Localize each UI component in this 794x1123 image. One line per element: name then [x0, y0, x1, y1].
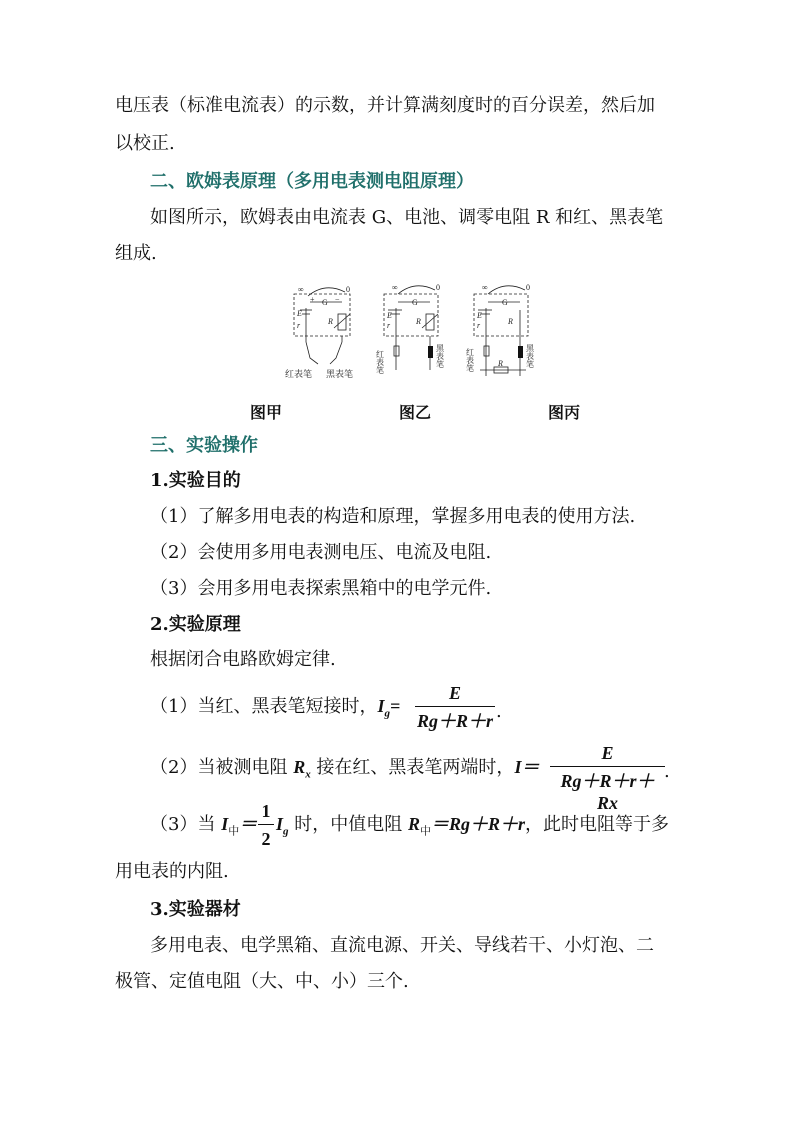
- battery-e-label: E: [297, 309, 302, 318]
- red-probe-label: 红表笔: [465, 348, 475, 372]
- denominator: 2: [261, 829, 271, 849]
- list-item: （1）了解多用电表的构造和原理，掌握多用电表的使用方法.: [150, 506, 636, 527]
- zero-label: 0: [346, 285, 350, 294]
- black-probe-label: 黑表笔: [435, 344, 445, 368]
- resistor-label: R: [508, 317, 513, 326]
- resistor-label: R: [416, 317, 421, 326]
- zero-label: 0: [526, 283, 530, 292]
- formula-line-3: [150, 812, 257, 844]
- period: .: [496, 701, 502, 722]
- numerator: 1: [261, 801, 271, 821]
- formula-mid: 时，中值电阻: [288, 814, 408, 835]
- list-item: （3）会用多用电表探索黑箱中的电学元件.: [150, 578, 492, 599]
- paragraph-line: 用电表的内阻.: [115, 861, 229, 882]
- paragraph-line: 电压表（标准电流表）的示数，并计算满刻度时的百分误差，然后加: [115, 95, 655, 116]
- formula-suffix: ，此时电阻等于多: [525, 814, 670, 835]
- subscript: g: [283, 825, 289, 838]
- subsection-heading: 2.实验原理: [150, 614, 241, 635]
- ohmmeter-circuit-figure: [280, 280, 550, 380]
- period: .: [664, 761, 670, 782]
- battery-e-label: E: [387, 311, 392, 320]
- formula-prefix: （1）当红、黑表笔短接时，: [150, 696, 378, 717]
- subscript: g: [384, 707, 390, 720]
- paragraph-line: 如图所示，欧姆表由电流表 G、电池、调零电阻 R 和红、黑表笔: [150, 207, 664, 228]
- fraction-3: [258, 800, 274, 849]
- black-probe-label: 黑表笔: [525, 344, 535, 368]
- black-probe-tip: [428, 346, 433, 358]
- list-item: （2）会使用多用电表测电压、电流及电阻.: [150, 542, 492, 563]
- section-heading: 二、欧姆表原理（多用电表测电阻原理）: [150, 171, 474, 192]
- infinity-label: ∞: [482, 283, 488, 292]
- resistance-symbol: R: [293, 757, 306, 777]
- current-symbol: I: [377, 696, 385, 716]
- numerator: E: [448, 683, 461, 703]
- current-symbol: I: [221, 814, 229, 834]
- circuit-diagram-a-labels: [285, 285, 353, 379]
- red-probe-label: 红表笔: [375, 350, 385, 374]
- paragraph-line: 根据闭合电路欧姆定律.: [150, 649, 336, 670]
- subsection-heading: 3.实验器材: [150, 899, 241, 920]
- median-resistance-expression: ＝Rg＋R＋r: [430, 814, 526, 834]
- fraction-2: [550, 742, 665, 813]
- plus-label: +: [310, 295, 315, 304]
- infinity-label: ∞: [392, 283, 398, 292]
- zero-label: 0: [436, 283, 440, 292]
- battery-r-label: r: [387, 321, 391, 330]
- figure-caption: 图甲: [250, 403, 283, 422]
- section-heading: 三、实验操作: [150, 435, 258, 456]
- formula-line-3-rest: [276, 812, 669, 844]
- denominator: Rg＋R＋r＋Rx: [560, 771, 655, 813]
- subscript: 中: [419, 824, 431, 838]
- red-probe-label: 红表笔: [285, 369, 313, 379]
- paragraph-line: 极管、定值电阻（大、中、小）三个.: [115, 971, 409, 992]
- denominator: Rg＋R＋r: [416, 711, 494, 731]
- current-equals: I＝: [514, 757, 540, 777]
- figure-caption: 图丙: [548, 403, 581, 422]
- external-resistor-label: R: [498, 359, 503, 368]
- formula-mid: 接在红、黑表笔两端时，: [310, 757, 515, 778]
- galvanometer-label: G: [322, 298, 328, 307]
- fraction-1: [415, 682, 495, 731]
- formula-line-2: [150, 755, 539, 787]
- formula-line-1: [150, 694, 400, 726]
- equals-sign: ＝: [239, 814, 258, 834]
- numerator: E: [601, 743, 614, 763]
- figure-caption: 图乙: [399, 403, 432, 422]
- paragraph-line: 多用电表、电学黑箱、直流电源、开关、导线若干、小灯泡、二: [150, 935, 654, 956]
- paragraph-line: 组成.: [115, 243, 157, 264]
- subsection-heading: 1.实验目的: [150, 470, 241, 491]
- galvanometer-label: G: [502, 298, 508, 307]
- paragraph-line: 以校正.: [115, 133, 175, 154]
- subscript: x: [305, 768, 311, 781]
- infinity-label: ∞: [298, 285, 304, 294]
- minus-label: −: [335, 295, 340, 304]
- formula-prefix: （3）当: [150, 814, 222, 835]
- black-probe-tip: [518, 346, 523, 358]
- battery-r-label: r: [297, 321, 301, 330]
- galvanometer-label: G: [412, 298, 418, 307]
- battery-e-label: E: [477, 311, 482, 320]
- resistance-symbol: R: [407, 814, 420, 834]
- black-probe-label: 黑表笔: [326, 369, 354, 379]
- resistor-label: R: [328, 317, 333, 326]
- subscript: 中: [228, 824, 240, 838]
- battery-r-label: r: [477, 321, 481, 330]
- equals-sign: =: [389, 696, 401, 716]
- formula-prefix: （2）当被测电阻: [150, 757, 294, 778]
- current-symbol: I: [276, 814, 284, 834]
